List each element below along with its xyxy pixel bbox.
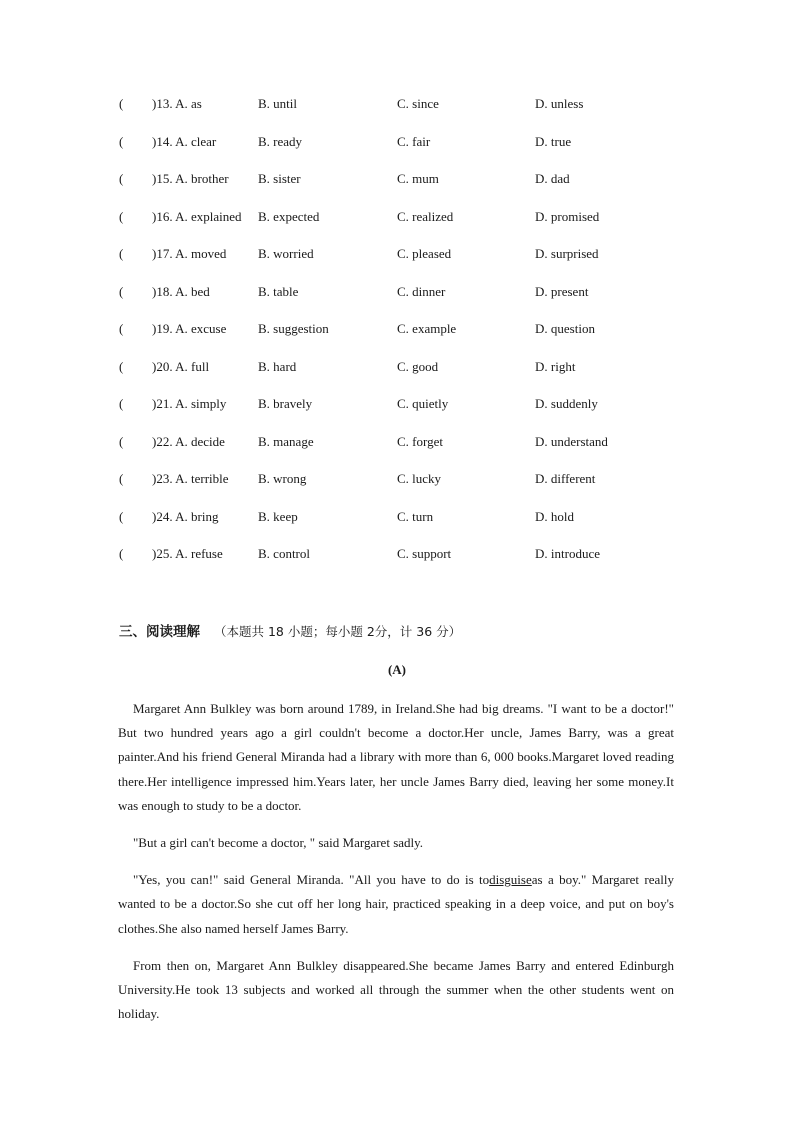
passage-paragraph-2: "But a girl can't become a doctor, " said Margaret sadly. [133,835,424,851]
question-number: )21. A. simply [152,396,227,411]
answer-blank-open: ( [119,96,124,111]
section-scoring-note: （本题共 18 小题；每小题 2分，计 36 分） [214,624,462,639]
answer-blank-open: ( [119,321,124,336]
option-b: B. suggestion [258,321,329,336]
section-heading [119,620,461,640]
question-number: )15. A. brother [152,171,229,186]
answer-blank-open: ( [119,133,124,149]
option-b: B. bravely [258,396,313,411]
paragraph-3-start: "Yes, you can!" said General Miranda. "All you have to do is to [133,872,490,888]
passage-paragraph-1: Margaret Ann Bulkley was born around 1789, in Ireland.She had big dreams. "I want to be a doctor!" But two hundred years ago a girl couldn't become a doctor.Her uncle, James Barry, was a great painter.And his friend General Miranda had a library with more than 6, 000 books.Margaret loved reading there.Her intelligence impressed him.Years later, her uncle James Barry died, leaving her some money.It was enough to study to be a doctor. [118,701,674,813]
question-number: )25. A. refuse [152,546,223,561]
option-d: D. dad [535,171,570,186]
option-c: C. pleased [397,246,452,261]
option-b: B. keep [258,508,298,524]
passage-paragraph-4: From then on, Margaret Ann Bulkley disappeared.She became James Barry and entered Edinburgh University.He took 13 subjects and worked all through the summer when the other students went on holiday. [118,957,674,1022]
question-number: )14. A. clear [152,133,217,149]
passage-label: (A) [387,662,407,677]
option-b: B. sister [258,171,301,186]
question-row [0,131,794,169]
question-row [0,468,794,506]
option-d: D. introduce [535,546,600,561]
question-number: )17. A. moved [152,246,227,261]
option-b: B. hard [258,358,297,374]
question-row [0,206,794,244]
option-d: D. suddenly [535,396,598,411]
multiple-choice-list [0,93,794,581]
option-c: C. turn [397,508,434,524]
answer-blank-open: ( [119,358,124,374]
question-number: )19. A. excuse [152,321,227,336]
option-b: B. wrong [258,471,307,486]
option-b: B. until [258,96,298,111]
option-c: C. lucky [397,471,442,486]
answer-blank-open: ( [119,546,124,561]
answer-blank-open: ( [119,471,124,486]
question-number: )23. A. terrible [152,471,229,486]
option-c: C. since [397,96,439,111]
option-d: D. surprised [535,246,599,261]
question-row [0,506,794,544]
option-b: B. ready [258,133,303,149]
option-d: D. right [535,358,576,374]
question-row [0,543,794,581]
option-b: B. manage [258,433,314,449]
question-row [0,318,794,356]
option-d: D. present [535,283,589,299]
question-number: )18. A. bed [152,283,210,299]
question-row [0,168,794,206]
option-d: D. unless [535,96,584,111]
option-d: D. hold [535,508,574,524]
answer-blank-open: ( [119,283,124,299]
answer-blank-open: ( [119,396,124,411]
option-d: D. promised [535,208,600,224]
option-d: D. true [535,133,572,149]
question-row [0,356,794,394]
section-title: 三、阅读理解 [119,624,200,640]
option-b: B. worried [258,246,314,261]
option-b: B. table [258,283,299,299]
option-d: D. understand [535,433,608,449]
option-d: D. different [535,471,596,486]
question-number: )24. A. bring [152,508,219,524]
underlined-word: disguise [489,872,532,888]
answer-blank-open: ( [119,208,124,224]
answer-blank-open: ( [119,508,124,524]
paragraph-3-end: as a boy." Margaret really wanted to be a doctor.So she cut off her long hair, practiced speaking in a deep voice, and put on boy's clothes.She also named herself James Barry. [118,872,674,936]
question-row [0,243,794,281]
passage-paragraph-3 [118,868,674,941]
question-number: )20. A. full [152,358,210,374]
option-c: C. support [397,546,452,561]
option-c: C. realized [397,208,454,224]
answer-blank-open: ( [119,246,124,261]
option-c: C. quietly [397,396,449,411]
question-number: )16. A. explained [152,208,242,224]
option-c: C. example [397,321,457,336]
question-row [0,93,794,131]
option-c: C. good [397,358,439,374]
question-row [0,431,794,469]
option-c: C. forget [397,433,443,449]
option-c: C. dinner [397,283,446,299]
option-b: B. expected [258,208,320,224]
reading-passage [118,697,674,1039]
question-row [0,393,794,431]
question-row [0,281,794,319]
option-c: C. fair [397,133,431,149]
question-number: )13. A. as [152,96,202,111]
option-c: C. mum [397,171,439,186]
option-b: B. control [258,546,310,561]
question-number: )22. A. decide [152,433,225,449]
answer-blank-open: ( [119,433,124,449]
answer-blank-open: ( [119,171,124,186]
option-d: D. question [535,321,595,336]
